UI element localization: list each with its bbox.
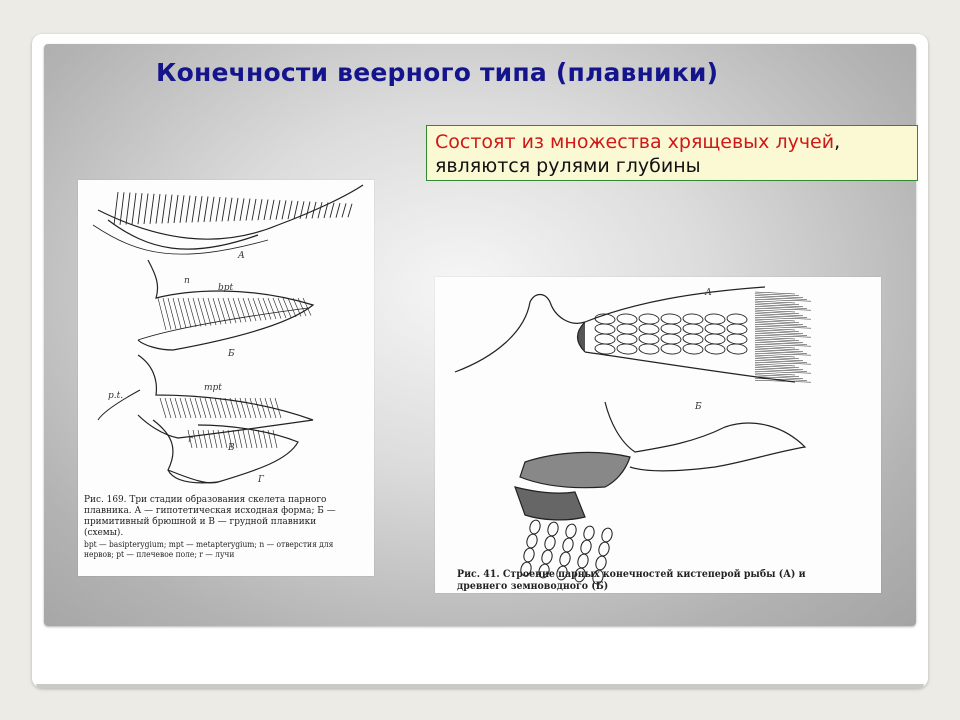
paired-limbs-drawing bbox=[435, 277, 881, 593]
slide-bottom-edge bbox=[36, 684, 924, 688]
callout-text: , являются рулями глубины bbox=[435, 131, 841, 177]
stage-c-outline bbox=[138, 355, 313, 438]
stage-a-outline bbox=[98, 185, 363, 239]
stage-d-outline bbox=[153, 420, 298, 483]
label-right-a: А bbox=[705, 288, 712, 298]
fish-fin-rays bbox=[755, 292, 811, 382]
stage-c-rays bbox=[160, 398, 281, 418]
label-a: А bbox=[238, 251, 245, 261]
slide-title: Конечности веерного типа (плавники) bbox=[156, 58, 719, 87]
figure-right-caption: Рис. 41. Строение парных конечностей кистеперой рыбы (А) и древнего земноводного (Б) bbox=[457, 569, 806, 592]
label-b: Б bbox=[228, 349, 235, 359]
label-bpt: bpt bbox=[218, 283, 234, 293]
paired-limbs-figure bbox=[435, 277, 881, 593]
humerus-bone bbox=[520, 452, 630, 487]
fish-girdle-outline bbox=[455, 295, 585, 373]
callout-highlight-text: Состоят из множества хрящевых лучей bbox=[435, 131, 835, 153]
fin-stages-figure bbox=[78, 180, 374, 576]
figure-left-caption: Рис. 169. Три стадии образования скелета парного плавника. А — гипотетическая исходная форма; Б — примитивный брюшной и В — грудной плавники (схемы). bbox=[84, 494, 336, 538]
radius-ulna-bones bbox=[515, 487, 585, 520]
stage-b-rays bbox=[158, 298, 311, 330]
figure-left-legend: bpt — basipterygium; mpt — metapterygium; n — отверстия для нервов; pt — плечевое поле; r — лучи bbox=[84, 540, 334, 559]
amphibian-girdle-outline bbox=[605, 402, 805, 471]
stage-a-rays bbox=[114, 192, 352, 225]
label-v: В bbox=[228, 443, 235, 453]
label-right-b: Б bbox=[695, 402, 702, 412]
label-mpt: mpt bbox=[204, 383, 222, 393]
callout-box bbox=[426, 125, 918, 181]
fish-fin-bones bbox=[595, 313, 748, 355]
label-n: n bbox=[184, 276, 190, 286]
label-pt: p.t. bbox=[108, 391, 124, 401]
label-r: r bbox=[188, 435, 193, 445]
label-g: Г bbox=[258, 475, 264, 485]
